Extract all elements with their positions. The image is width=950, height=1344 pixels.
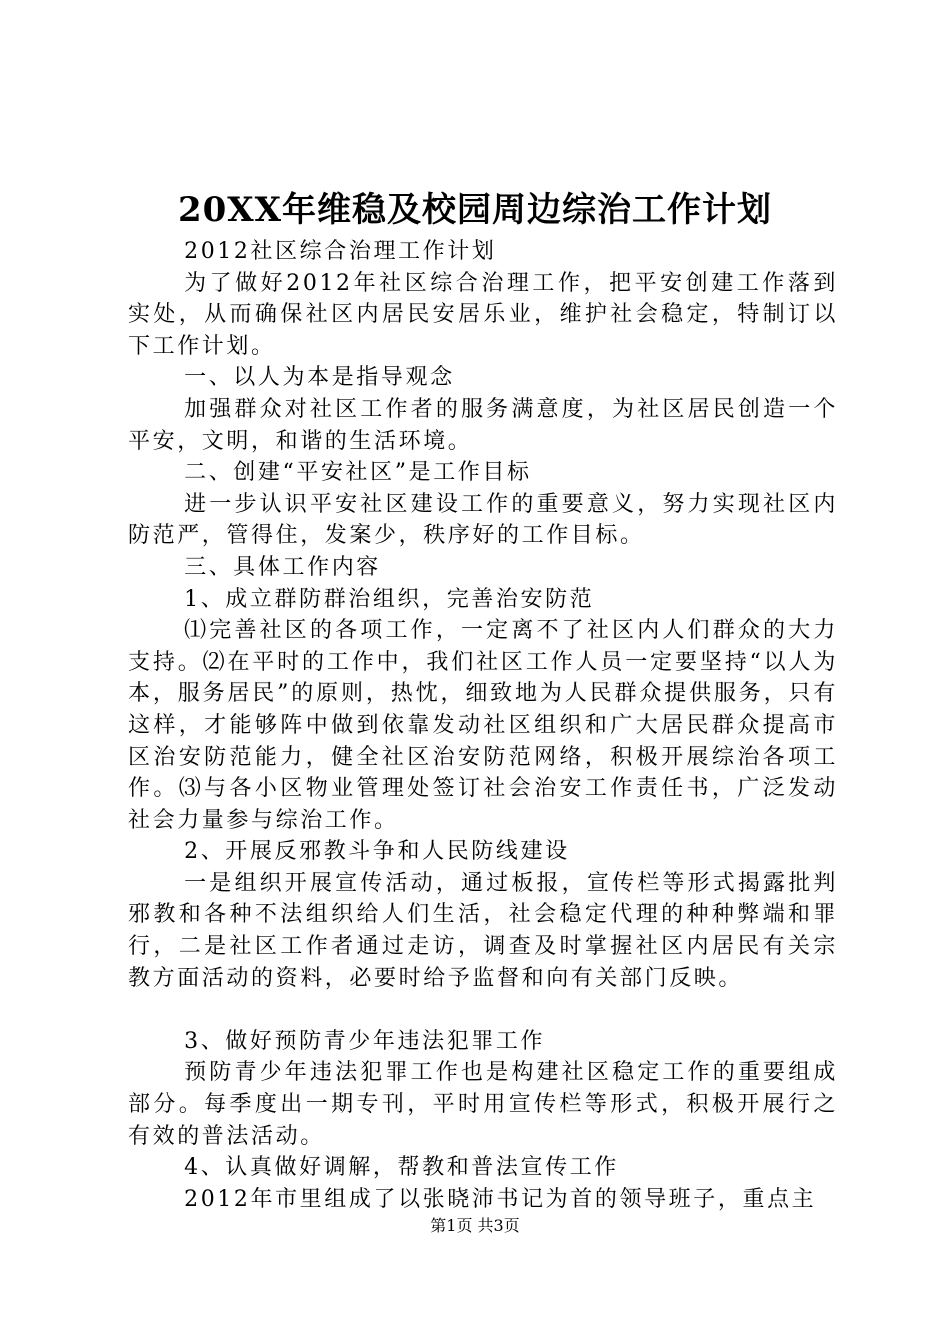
section-heading-3: 三、具体工作内容 [184, 554, 381, 580]
paragraph: ⑴完善社区的各项工作，一定离不了社区内人们群众的大力支持。⑵在平时的工作中，我们社区工作人员一定要坚持“以人为本，服务居民”的原则，热忱，细致地为人民群众提供服务，只有这样，才能够阵中做到依靠发动社区组织和广大居民群众提高市区治安防范能力，健全社区治安防范网络，积极开展综治各项工作。⑶与各小区物业管理处签订社会治安工作责任书，广泛发动社会力量参与综治工作。 [128, 618, 838, 833]
paragraph-subtitle: 2012社区综合治理工作计划 [184, 239, 497, 264]
sub-heading-4: 4、认真做好调解，帮教和普法宣传工作 [184, 1155, 619, 1181]
document-body [128, 236, 838, 1215]
paragraph: 加强群众对社区工作者的服务满意度，为社区居民创造一个平安，文明，和谐的生活环境。 [128, 396, 838, 454]
document-title: 20XX年维稳及校园周边综治工作计划 [177, 190, 773, 230]
paragraph: 进一步认识平安社区建设工作的重要意义，努力实现社区内防范严，管得住，发案少，秩序好的工作目标。 [128, 491, 838, 549]
section-heading-1: 一、以人为本是指导观念 [184, 365, 455, 391]
sub-heading-2: 2、开展反邪教斗争和人民防线建设 [184, 839, 570, 865]
sub-heading-1: 1、成立群防群治组织，完善治安防范 [184, 586, 595, 612]
page-footer: 第1页 共3页 [430, 1216, 520, 1235]
paragraph-intro: 为了做好2012年社区综合治理工作，把平安创建工作落到实处，从而确保社区内居民安居乐业，维护社会稳定，特制订以下工作计划。 [128, 270, 838, 359]
paragraph: 预防青少年违法犯罪工作也是构建社区稳定工作的重要组成部分。每季度出一期专刊，平时用宣传栏等形式，积极开展行之有效的普法活动。 [128, 1060, 838, 1149]
paragraph: 2012年市里组成了以张晓沛书记为首的领导班子，重点主 [184, 1186, 817, 1212]
sub-heading-3: 3、做好预防青少年违法犯罪工作 [184, 1028, 546, 1054]
section-heading-2: 二、创建“平安社区”是工作目标 [184, 460, 532, 486]
paragraph: 一是组织开展宣传活动，通过板报，宣传栏等形式揭露批判邪教和各种不法组织给人们生活，社会稳定代理的种种弊端和罪行，二是社区工作者通过走访，调查及时掌握社区内居民有关宗教方面活动的资料，必要时给予监督和向有关部门反映。 [128, 870, 838, 991]
